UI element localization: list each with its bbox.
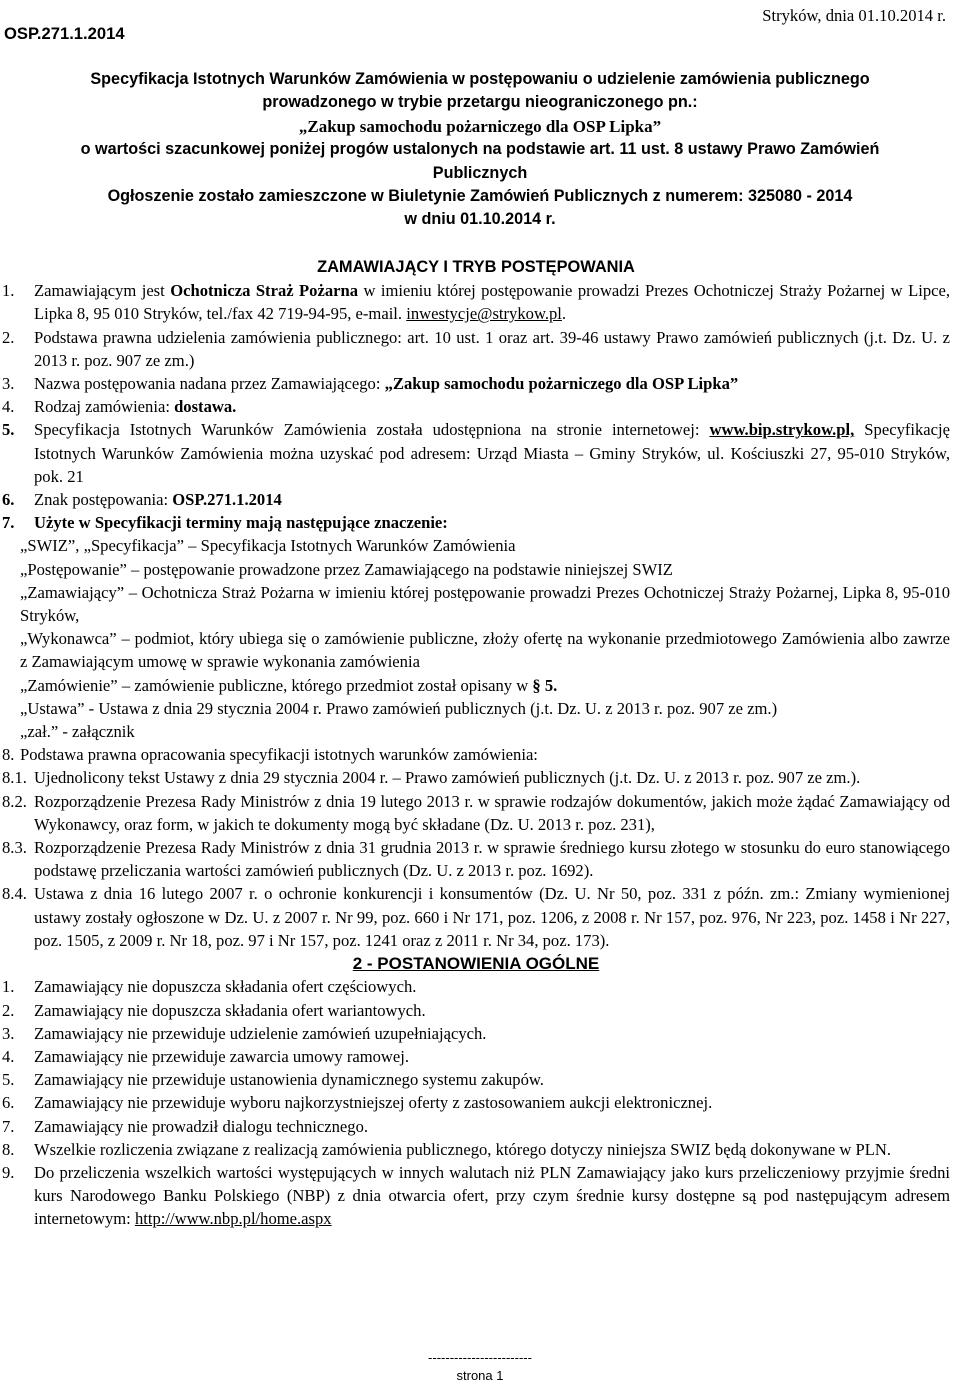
sub-item-text: Ustawa z dnia 16 lutego 2007 r. o ochronie konkurencji i konsumentów (Dz. U. Nr 50, poz. 331 z późn. zm.: Zmiany wymienionej ustawy zostały ogłoszone w Dz. U. z 2007 r. Nr 99, poz. 660 i Nr 171, poz. 1206, z 2008 r. Nr 157, poz. 976, Nr 223, poz. 1458 i Nr 227, poz. 1505, z 2009 r. Nr 18, poz. 97 i Nr 157, poz. 1241 oraz z 2011 r. Nr 34, poz. 173). [34,884,950,950]
page-footer [0,1349,960,1385]
item-number: 9. [2,1162,15,1182]
item-text: Specyfikację Istotnych Warunków Zamówienia można uzyskać pod adresem: Urząd Miasta – Gminy Stryków, ul. Kościuszki 27, 95-010 Stryków, pok. 21 [34,420,950,486]
definitions-list [2,534,950,743]
sub-item [2,790,950,836]
document-header [0,68,960,232]
item-number: 7. [2,513,15,533]
item-number: 8. [2,1139,15,1159]
list-item [2,395,950,418]
header-line-5: Publicznych [432,163,528,182]
sub-item [2,882,950,952]
list-item [2,1068,950,1091]
definition: „Wykonawca” – podmiot, który ubiega się o zamówienie publiczne, złoży ofertę na wykonanie przedmiotowego Zamówienia albo zawrze z Zamawiającym umowę w sprawie wykonania zamówienia [20,629,950,672]
item-text: Użyte w Specyfikacji terminy mają następujące znaczenie: [34,513,448,533]
list-item [2,975,950,998]
item-text: Zamawiający nie przewiduje zawarcia umowy ramowej. [34,1046,410,1066]
list-item [2,1022,950,1045]
sub-item-text: Rozporządzenie Prezesa Rady Ministrów z dnia 19 lutego 2013 r. w sprawie rodzajów dokumentów, jakich może żądać Zamawiający od Wykonawcy, oraz form, w jakich te dokumenty mogą być składane (Dz. U. 2013 r. poz. 231), [34,791,950,834]
definition: „zał.” - załącznik [20,722,135,742]
item-text: Zamawiający nie przewiduje ustanowienia dynamicznego systemu zakupów. [34,1070,544,1090]
list-item [2,326,950,372]
item-number: 8. [2,745,15,765]
header-line-6: Ogłoszenie zostało zamieszczone w Biuletynie Zamówień Publicznych z numerem: 325080 - 2014 [107,187,853,206]
sub-item-number: 8.4. [2,884,27,904]
list-item [2,1161,950,1231]
order-type: dostawa. [174,397,237,417]
item-text: w imieniu której postępowanie prowadzi Prezes Ochotniczej Straży Pożarnej w Lipce, Lipka 8, 95 010 Stryków, tel./fax 42 719-94-95, e-mail. [34,281,950,324]
procedure-sign: OSP.271.1.2014 [172,490,282,510]
procedure-name: „Zakup samochodu pożarniczego dla OSP Lipka” [384,374,739,394]
list-item [2,1045,950,1068]
item-text: Zamawiający nie prowadził dialogu technicznego. [34,1116,369,1136]
item-text: Do przeliczenia wszelkich wartości występujących w innych walutach niż PLN Zamawiający jako kurs przeliczeniowy przyjmie średni kurs Narodowego Banku Polskiego (NBP) z dnia otwarcia ofert, przy czym średnie kursy dostępne są pod następującym adresem internetowym: [34,1162,950,1229]
paragraph-reference: § 5. [532,675,558,695]
item-text: Rodzaj zamówienia: [34,397,175,417]
general-provisions-list [2,975,950,1161]
definition: „Postępowanie” – postępowanie prowadzone przez Zamawiającego na podstawie niniejszej SWIZ [20,559,673,579]
sub-item-number: 8.1. [2,768,27,788]
list-item [2,1115,950,1138]
header-line-7: w dniu 01.10.2014 r. [404,210,556,229]
section-2-title: 2 - POSTANOWIENIA OGÓLNE [352,954,600,974]
document-date: Stryków, dnia 01.10.2014 r. [762,6,946,25]
item-text: Zamawiający nie przewiduje udzielenie zamówień uzupełniających. [34,1023,487,1043]
item-number: 6. [2,490,15,510]
item-number: 5. [2,420,15,440]
item-number: 2. [2,1000,15,1020]
list-item [2,418,950,488]
bip-link[interactable]: www.bip.strykow.pl, [709,420,855,440]
header-line-2: prowadzonego w trybie przetargu nieograniczonego pn.: [262,93,698,112]
item-number: 2. [2,327,15,347]
item-number: 7. [2,1116,15,1136]
top-line [0,2,960,42]
list-item [2,999,950,1022]
list-item [2,511,950,534]
item-number: 3. [2,1023,15,1043]
item-number: 4. [2,1046,15,1066]
item-text: Podstawa prawna opracowania specyfikacji istotnych warunków zamówienia: [20,745,538,765]
document-body [2,256,950,1231]
item-text: Zamawiający nie dopuszcza składania ofert wariantowych. [34,1000,426,1020]
sub-item-text: Rozporządzenie Prezesa Rady Ministrów z dnia 31 grudnia 2013 r. w sprawie średniego kursu złotego w stosunku do euro stanowiącego podstawę przeliczania wartości zamówień publicznych (Dz. U. z 2013 r. poz. 1692). [34,838,950,881]
definition: „Zamawiający” – Ochotnicza Straż Pożarna w imieniu której postępowanie prowadzi Prezes Ochotniczej Straży Pożarnej, Lipka 8, 95-010 Stryków, [20,582,950,626]
sub-item [2,836,950,882]
item-text: Nazwa postępowania nadana przez Zamawiającego: [34,374,385,394]
definition: „Ustawa” - Ustawa z dnia 29 stycznia 2004 r. Prawo zamówień publicznych (j.t. Dz. U. z 2013 r. poz. 907 ze zm.) [20,698,778,718]
sub-item-text: Ujednolicony tekst Ustawy z dnia 29 stycznia 2004 r. – Prawo zamówień publicznych (j.t. Dz. U. z 2013 r. poz. 907 ze zm.). [34,768,861,788]
list-item [2,1091,950,1114]
nbp-link[interactable]: http://www.nbp.pl/home.aspx [134,1209,332,1229]
list-item [2,279,950,325]
page-number: strona 1 [456,1368,504,1383]
sub-item-number: 8.2. [2,791,27,811]
item-text: Zamawiającym jest [34,281,171,301]
contracting-authority-name: Ochotnicza Straż Pożarna [170,281,359,301]
list-item [2,1138,950,1161]
header-line-4: o wartości szacunkowej poniżej progów ustalonych na podstawie art. 11 ust. 8 ustawy Prawo Zamówień [80,140,880,159]
item-text: Znak postępowania: [34,490,173,510]
reference-number: OSP.271.1.2014 [4,24,125,43]
header-line-1: Specyfikacja Istotnych Warunków Zamówienia w postępowaniu o udzielenie zamówienia publicznego [90,70,870,88]
list-item [2,372,950,395]
definition-text: „Zamówienie” – zamówienie publiczne, którego przedmiot został opisany w [20,675,533,695]
definition: „SWIZ”, „Specyfikacja” – Specyfikacja Istotnych Warunków Zamówienia [20,536,516,556]
item-text: . [561,304,567,324]
item-text: Podstawa prawna udzielenia zamówienia publicznego: art. 10 ust. 1 oraz art. 39-46 ustawy Prawo zamówień publicznych (j.t. Dz. U. z 2013 r. poz. 907 ze zm.) [34,327,950,370]
email-link[interactable]: inwestycje@strykow.pl [406,304,562,324]
list-item [2,488,950,511]
item-text: Zamawiający nie przewiduje wyboru najkorzystniejszej oferty z zastosowaniem aukcji elektronicznej. [34,1093,713,1113]
order-title: „Zakup samochodu pożarniczego dla OSP Lipka” [298,116,662,136]
item-number: 4. [2,397,15,417]
footer-rule: ------------------------ [428,1350,532,1365]
definition [20,674,950,697]
section-1-title: ZAMAWIAJĄCY I TRYB POSTĘPOWANIA [317,258,635,276]
item-number: 1. [2,281,15,301]
item-number: 6. [2,1093,15,1113]
item-text: Wszelkie rozliczenia związane z realizacją zamówienia publicznego, którego dotyczy niniejsza SWIZ będą dokonywane w PLN. [34,1139,891,1159]
item-number: 5. [2,1070,15,1090]
item-number: 1. [2,977,15,997]
item-text: Zamawiający nie dopuszcza składania ofert częściowych. [34,977,417,997]
sub-item [2,766,950,789]
item-number: 3. [2,374,15,394]
item-text: Specyfikacja Istotnych Warunków Zamówienia została udostępniona na stronie internetowej: [34,420,710,440]
sub-item-number: 8.3. [2,838,27,858]
list-item [2,743,950,766]
